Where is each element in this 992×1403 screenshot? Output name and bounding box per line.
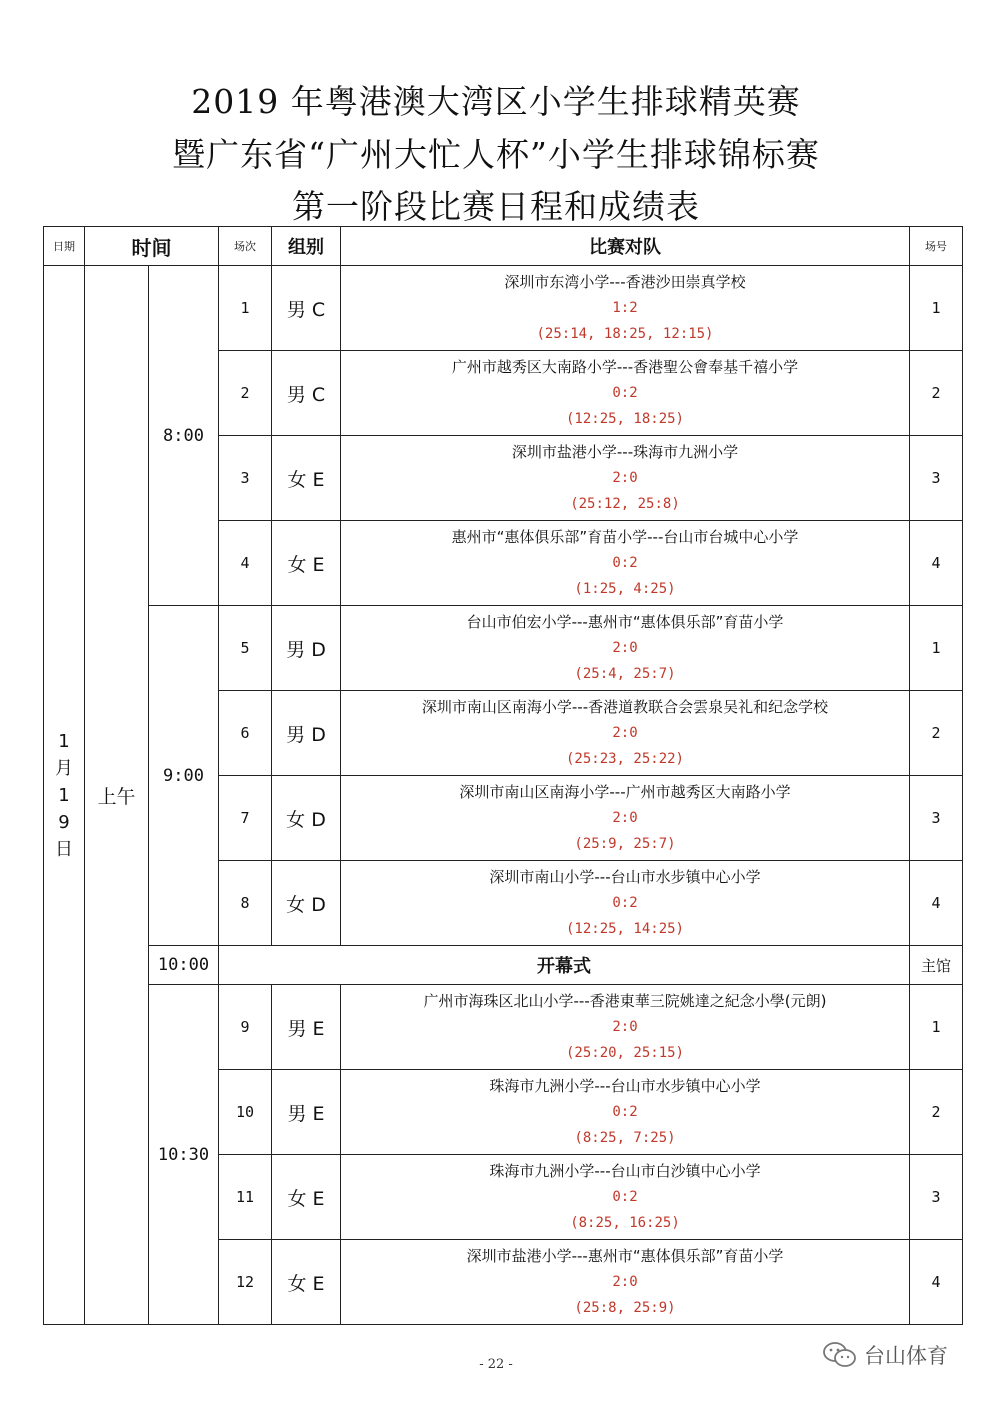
match-group: 女 E <box>272 1240 341 1325</box>
match-sets: (8:25, 16:25) <box>570 1215 680 1231</box>
match-no: 6 <box>219 691 272 776</box>
match-teams: 台山市伯宏小学---惠州市“惠体俱乐部”育苗小学 <box>466 613 784 631</box>
match-teams: 深圳市南山区南海小学---广州市越秀区大南路小学 <box>459 783 791 801</box>
ceremony-row <box>44 946 963 985</box>
date-cell <box>44 266 85 1325</box>
match-sets: (25:8, 25:9) <box>574 1300 676 1316</box>
time-slot-0900: 9:00 <box>149 606 219 946</box>
match-court: 2 <box>910 691 963 776</box>
match-no: 8 <box>219 861 272 946</box>
header-matchup: 比赛对队 <box>341 227 910 266</box>
match-no: 2 <box>219 351 272 436</box>
title-line-1: 2019 年粤港澳大湾区小学生排球精英赛 <box>191 82 801 121</box>
match-teams: 广州市越秀区大南路小学---香港聖公會奉基千禧小学 <box>451 358 799 376</box>
match-row <box>44 606 963 691</box>
match-court: 3 <box>910 436 963 521</box>
wechat-icon <box>822 1341 858 1369</box>
match-score: 0:2 <box>612 1104 638 1120</box>
match-sets: (25:9, 25:7) <box>574 836 676 852</box>
schedule-table <box>43 226 963 1325</box>
match-cell <box>341 776 910 861</box>
match-group: 男 C <box>272 266 341 351</box>
match-cell <box>341 521 910 606</box>
page-number: - 22 - <box>479 1357 513 1372</box>
match-no: 5 <box>219 606 272 691</box>
match-cell <box>341 266 910 351</box>
match-court: 4 <box>910 861 963 946</box>
match-court: 1 <box>910 985 963 1070</box>
date-text: 1 月 19 日 <box>55 730 73 860</box>
match-score: 0:2 <box>612 555 638 571</box>
match-score: 0:2 <box>612 895 638 911</box>
match-teams: 广州市海珠区北山小学---香港東華三院姚達之紀念小學(元朗) <box>423 992 827 1010</box>
header-time: 时间 <box>85 227 219 266</box>
match-score: 2:0 <box>612 470 638 486</box>
match-teams: 深圳市盐港小学---珠海市九洲小学 <box>511 443 739 461</box>
match-no: 3 <box>219 436 272 521</box>
match-no: 7 <box>219 776 272 861</box>
match-group: 女 E <box>272 521 341 606</box>
period-cell: 上午 <box>85 266 149 1325</box>
match-group: 女 E <box>272 436 341 521</box>
match-group: 女 D <box>272 776 341 861</box>
match-sets: (8:25, 7:25) <box>574 1130 676 1146</box>
match-sets: (25:23, 25:22) <box>565 751 684 767</box>
match-group: 女 E <box>272 1155 341 1240</box>
header-date: 日期 <box>44 227 85 266</box>
header-court: 场号 <box>910 227 963 266</box>
match-court: 1 <box>910 266 963 351</box>
match-sets: (12:25, 18:25) <box>565 411 684 427</box>
match-court: 2 <box>910 351 963 436</box>
match-no: 10 <box>219 1070 272 1155</box>
match-row <box>44 985 963 1070</box>
match-court: 4 <box>910 1240 963 1325</box>
match-group: 男 E <box>272 1070 341 1155</box>
time-slot-0800: 8:00 <box>149 266 219 606</box>
match-group: 男 C <box>272 351 341 436</box>
match-score: 2:0 <box>612 1274 638 1290</box>
match-group: 男 D <box>272 691 341 776</box>
match-sets: (12:25, 14:25) <box>565 921 684 937</box>
ceremony-label: 开幕式 <box>219 946 910 985</box>
match-no: 9 <box>219 985 272 1070</box>
ceremony-venue: 主馆 <box>910 946 963 985</box>
match-teams: 深圳市南山小学---台山市水步镇中心小学 <box>489 868 761 886</box>
time-slot-1000: 10:00 <box>149 946 219 985</box>
match-teams: 深圳市盐港小学---惠州市“惠体俱乐部”育苗小学 <box>466 1247 784 1265</box>
match-cell <box>341 1155 910 1240</box>
match-score: 2:0 <box>612 1019 638 1035</box>
match-sets: (25:4, 25:7) <box>574 666 676 682</box>
match-sets: (25:14, 18:25, 12:15) <box>536 326 714 342</box>
match-sets: (25:12, 25:8) <box>570 496 680 512</box>
match-score: 0:2 <box>612 385 638 401</box>
match-score: 1:2 <box>612 300 638 316</box>
match-no: 4 <box>219 521 272 606</box>
match-score: 2:0 <box>612 725 638 741</box>
title-line-3: 第一阶段比赛日程和成绩表 <box>292 187 700 226</box>
match-cell <box>341 1070 910 1155</box>
match-court: 2 <box>910 1070 963 1155</box>
header-match-no: 场次 <box>219 227 272 266</box>
match-row <box>44 266 963 351</box>
match-cell <box>341 985 910 1070</box>
match-court: 4 <box>910 521 963 606</box>
match-teams: 深圳市南山区南海小学---香港道教联合会雲泉吴礼和纪念学校 <box>421 698 829 716</box>
title-line-2: 暨广东省“广州大忙人杯”小学生排球锦标赛 <box>172 135 820 174</box>
match-no: 11 <box>219 1155 272 1240</box>
match-cell <box>341 861 910 946</box>
match-teams: 珠海市九洲小学---台山市水步镇中心小学 <box>489 1077 761 1095</box>
match-no: 12 <box>219 1240 272 1325</box>
match-court: 1 <box>910 606 963 691</box>
watermark <box>822 1340 948 1370</box>
match-group: 男 E <box>272 985 341 1070</box>
header-row <box>44 227 963 266</box>
match-sets: (1:25, 4:25) <box>574 581 676 597</box>
match-court: 3 <box>910 776 963 861</box>
match-score: 2:0 <box>612 640 638 656</box>
match-cell <box>341 436 910 521</box>
match-cell <box>341 606 910 691</box>
match-score: 2:0 <box>612 810 638 826</box>
watermark-text: 台山体育 <box>864 1344 948 1368</box>
header-group: 组别 <box>272 227 341 266</box>
match-cell <box>341 351 910 436</box>
match-cell <box>341 1240 910 1325</box>
match-sets: (25:20, 25:15) <box>565 1045 684 1061</box>
match-no: 1 <box>219 266 272 351</box>
match-group: 男 D <box>272 606 341 691</box>
match-score: 0:2 <box>612 1189 638 1205</box>
time-slot-1030: 10:30 <box>149 985 219 1325</box>
match-teams: 珠海市九洲小学---台山市白沙镇中心小学 <box>489 1162 761 1180</box>
match-cell <box>341 691 910 776</box>
match-court: 3 <box>910 1155 963 1240</box>
match-group: 女 D <box>272 861 341 946</box>
match-teams: 惠州市“惠体俱乐部”育苗小学---台山市台城中心小学 <box>451 528 799 546</box>
match-teams: 深圳市东湾小学---香港沙田崇真学校 <box>504 273 746 291</box>
